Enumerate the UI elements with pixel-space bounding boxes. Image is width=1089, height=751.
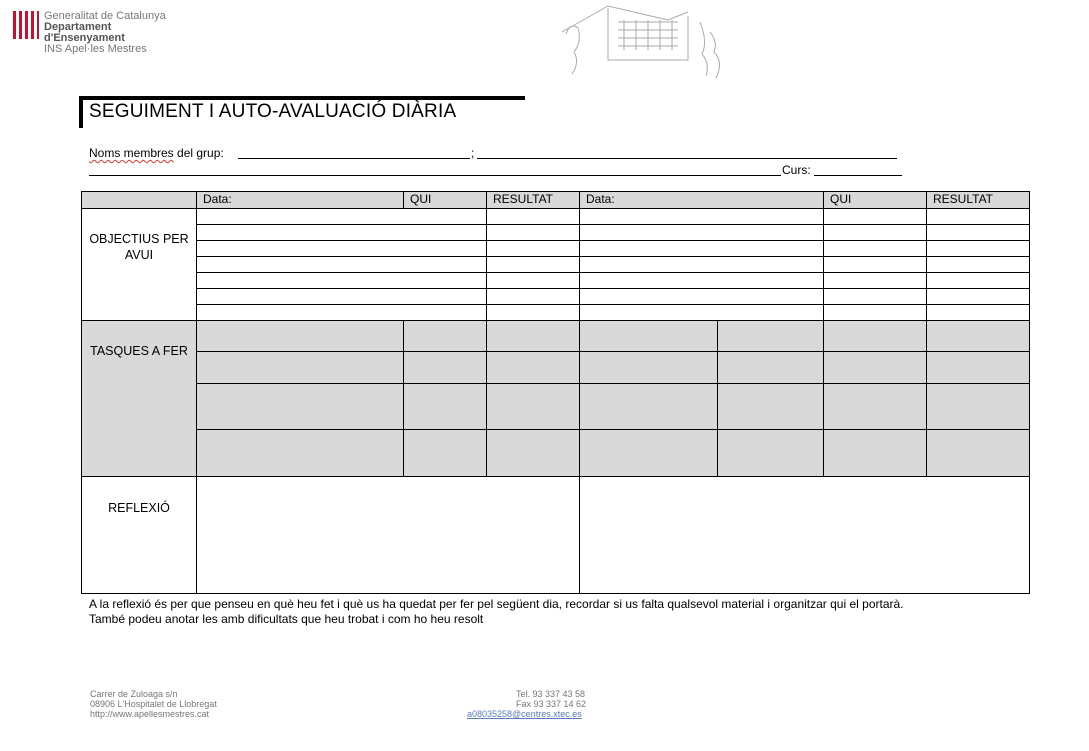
- objective-cell[interactable]: [196, 240, 487, 257]
- task-cell[interactable]: [486, 429, 580, 477]
- header-date-1: Data:: [196, 191, 404, 209]
- footer-tel: Tel. 93 337 43 58: [516, 689, 586, 699]
- member-3-field[interactable]: [89, 174, 781, 176]
- task-cell[interactable]: [717, 351, 824, 384]
- objective-cell[interactable]: [926, 304, 1030, 321]
- row-label-reflection: REFLEXIÓ: [81, 476, 197, 594]
- objective-cell[interactable]: [926, 208, 1030, 225]
- table-corner-cell: [81, 191, 197, 209]
- header-who-1: QUI: [403, 191, 487, 209]
- objective-cell[interactable]: [926, 272, 1030, 289]
- task-cell[interactable]: [403, 383, 487, 430]
- task-cell[interactable]: [196, 320, 404, 352]
- task-cell[interactable]: [486, 383, 580, 430]
- note-line-2: També podeu anotar les amb dificultats que heu trobat i com ho heu resolt: [89, 612, 484, 626]
- objective-cell[interactable]: [579, 304, 824, 321]
- reflection-cell-2[interactable]: [579, 476, 1030, 594]
- course-label: Curs:: [782, 163, 811, 177]
- task-cell[interactable]: [403, 351, 487, 384]
- page-title: SEGUIMENT I AUTO-AVALUACIÓ DIÀRIA: [89, 101, 457, 122]
- reflection-cell-1[interactable]: [196, 476, 580, 594]
- objective-cell[interactable]: [823, 256, 927, 273]
- footer-address-1: Carrer de Zuloaga s/n: [90, 689, 178, 699]
- task-cell[interactable]: [717, 320, 824, 352]
- row-label-objectives: OBJECTIUS PER AVUI: [81, 208, 197, 321]
- objective-cell[interactable]: [486, 272, 580, 289]
- generalitat-logo-icon: [12, 9, 40, 41]
- note-line-1: A la reflexió és per que penseu en què heu fet i què us ha quedat per fer pel següent dia, recordar si us falta qualsevol material i organitzar qui el portarà.: [89, 597, 904, 611]
- objective-cell[interactable]: [579, 224, 824, 241]
- task-cell[interactable]: [823, 429, 927, 477]
- course-field[interactable]: [814, 174, 902, 176]
- header-result-1: RESULTAT: [486, 191, 580, 209]
- task-cell[interactable]: [579, 351, 718, 384]
- task-cell[interactable]: [717, 429, 824, 477]
- objective-cell[interactable]: [823, 224, 927, 241]
- member-2-field[interactable]: [477, 157, 897, 159]
- footer-fax: Fax 93 337 14 62: [516, 699, 587, 709]
- task-cell[interactable]: [579, 383, 718, 430]
- objective-cell[interactable]: [579, 272, 824, 289]
- objective-cell[interactable]: [579, 208, 824, 225]
- header-result-2: RESULTAT: [926, 191, 1030, 209]
- objective-cell[interactable]: [926, 224, 1030, 241]
- objective-cell[interactable]: [823, 272, 927, 289]
- objective-cell[interactable]: [823, 208, 927, 225]
- school-building-sketch-icon: [558, 2, 728, 80]
- objective-cell[interactable]: [196, 224, 487, 241]
- task-cell[interactable]: [717, 383, 824, 430]
- task-cell[interactable]: [926, 429, 1030, 477]
- objective-cell[interactable]: [823, 240, 927, 257]
- task-cell[interactable]: [926, 320, 1030, 352]
- task-cell[interactable]: [196, 351, 404, 384]
- task-cell[interactable]: [579, 429, 718, 477]
- objective-cell[interactable]: [579, 256, 824, 273]
- task-cell[interactable]: [926, 383, 1030, 430]
- objective-cell[interactable]: [486, 240, 580, 257]
- task-cell[interactable]: [579, 320, 718, 352]
- task-cell[interactable]: [486, 351, 580, 384]
- objective-cell[interactable]: [196, 288, 487, 305]
- task-cell[interactable]: [403, 320, 487, 352]
- task-cell[interactable]: [196, 383, 404, 430]
- objective-cell[interactable]: [486, 208, 580, 225]
- member-1-field[interactable]: [238, 157, 470, 159]
- task-cell[interactable]: [823, 320, 927, 352]
- objective-cell[interactable]: [823, 304, 927, 321]
- header-date-2: Data:: [579, 191, 824, 209]
- task-cell[interactable]: [486, 320, 580, 352]
- footer-web: http://www.apellesmestres.cat: [90, 709, 210, 719]
- objective-cell[interactable]: [196, 272, 487, 289]
- header-line-2: Departament: [44, 21, 112, 33]
- objective-cell[interactable]: [486, 224, 580, 241]
- objective-cell[interactable]: [926, 256, 1030, 273]
- objective-cell[interactable]: [823, 288, 927, 305]
- objective-cell[interactable]: [196, 256, 487, 273]
- header-line-4: INS Apel·les Mestres: [44, 43, 147, 55]
- task-cell[interactable]: [196, 429, 404, 477]
- row-label-tasks: TASQUES A FER: [81, 320, 197, 477]
- header-who-2: QUI: [823, 191, 927, 209]
- header-line-1: Generalitat de Catalunya: [44, 10, 166, 22]
- objective-cell[interactable]: [579, 240, 824, 257]
- objective-cell[interactable]: [926, 288, 1030, 305]
- objective-cell[interactable]: [486, 256, 580, 273]
- members-label: Noms membres del grup:: [89, 146, 224, 160]
- objective-cell[interactable]: [486, 288, 580, 305]
- objective-cell[interactable]: [926, 240, 1030, 257]
- header-line-3: d'Ensenyament: [44, 32, 125, 44]
- objective-cell[interactable]: [196, 208, 487, 225]
- objective-cell[interactable]: [486, 304, 580, 321]
- task-cell[interactable]: [823, 351, 927, 384]
- task-cell[interactable]: [823, 383, 927, 430]
- objective-cell[interactable]: [196, 304, 487, 321]
- members-separator: ;: [471, 146, 475, 160]
- objective-cell[interactable]: [579, 288, 824, 305]
- task-cell[interactable]: [403, 429, 487, 477]
- footer-email-link[interactable]: a08035258@centres.xtec.es: [467, 709, 582, 719]
- footer-address-2: 08906 L'Hospitalet de Llobregat: [90, 699, 217, 709]
- task-cell[interactable]: [926, 351, 1030, 384]
